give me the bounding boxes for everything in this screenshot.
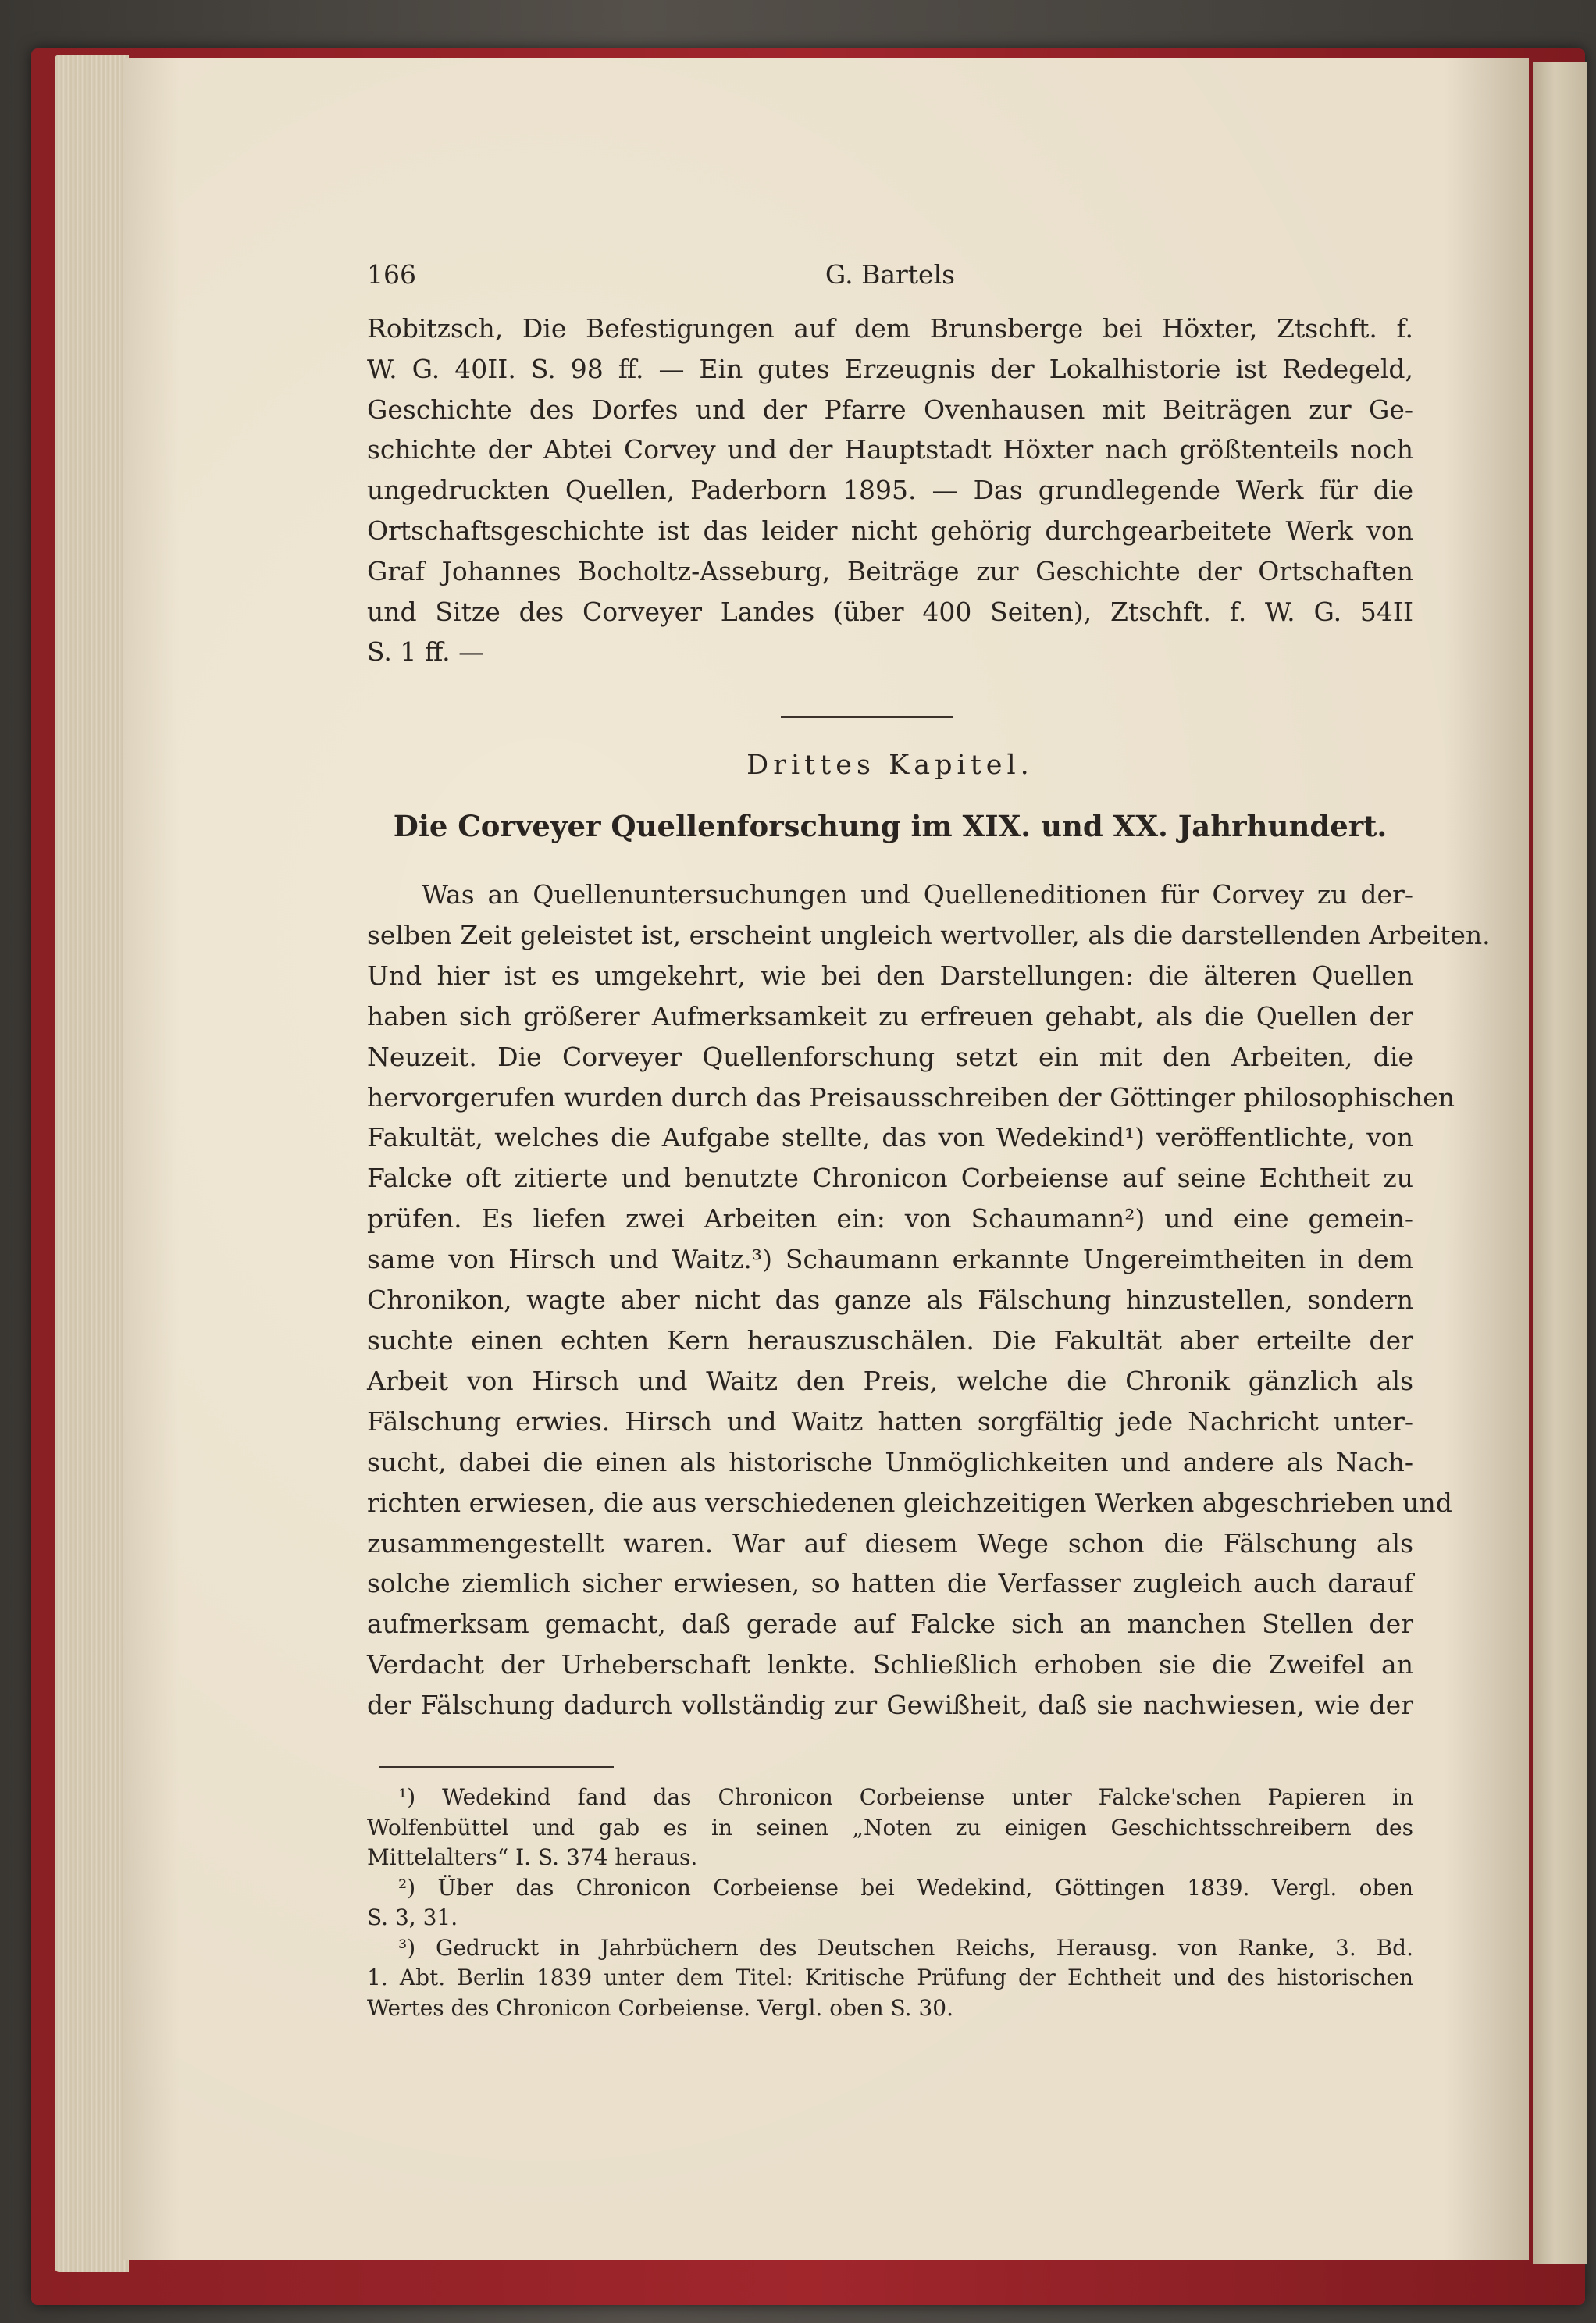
text-line: schichte der Abtei Corvey und der Hauptstadt Höxter nach größtenteils noch xyxy=(367,434,1413,465)
text-line: Und hier ist es umgekehrt, wie bei den Darstellungen: die älteren Quellen xyxy=(367,960,1413,991)
text-line: Falcke oft zitierte und benutzte Chronicon Corbeiense auf seine Echtheit zu xyxy=(367,1163,1413,1194)
text-line: Verdacht der Urheberschaft lenkte. Schließlich erhoben sie die Zweifel an xyxy=(367,1649,1413,1680)
chapter-title: Die Corveyer Quellenforschung im XIX. und XX. Jahrhundert. xyxy=(393,809,1388,843)
text-line: Chronikon, wagte aber nicht das ganze als Fälschung hinzustellen, sondern xyxy=(367,1284,1413,1316)
text-line: W. G. 40II. S. 98 ff. — Ein gutes Erzeugnis der Lokalhistorie ist Redegeld, xyxy=(367,353,1413,384)
text-line: haben sich größerer Aufmerksamkeit zu erfreuen gehabt, als die Quellen der xyxy=(367,1000,1413,1031)
text-line: Fakultät, welches die Aufgabe stellte, das von Wedekind¹) veröffentlichte, von xyxy=(367,1122,1413,1153)
footnote-line: Wolfenbüttel und gab es in seinen „Noten zu einigen Geschichtsschreibern des xyxy=(367,1814,1413,1840)
text-line: Fälschung erwies. Hirsch und Waitz hatten sorgfältig jede Nachricht unter- xyxy=(367,1406,1413,1437)
text-line: sucht, dabei die einen als historische Unmöglichkeiten und andere als Nach- xyxy=(367,1446,1413,1477)
text-line: Arbeit von Hirsch und Waitz den Preis, welche die Chronik gänzlich als xyxy=(367,1365,1413,1396)
running-head: G. Bartels xyxy=(825,259,956,290)
page-edges xyxy=(55,55,129,2272)
chapter-label: Drittes Kapitel. xyxy=(746,750,1034,781)
footnote-rule xyxy=(379,1766,614,1768)
footnote-3 xyxy=(367,1933,1413,2024)
footnote-line: ¹) Wedekind fand das Chronicon Corbeiense unter Falcke'schen Papieren in xyxy=(398,1784,1413,1810)
facing-page-edge xyxy=(1533,62,1587,2264)
text-line: suchte einen echten Kern herauszuschälen. Die Fakultät aber erteilte der xyxy=(367,1324,1413,1356)
text-line: aufmerksam gemacht, daß gerade auf Falcke sich an manchen Stellen der xyxy=(367,1609,1413,1640)
text-line: zusammengestellt waren. War auf diesem Wege schon die Fälschung als xyxy=(367,1527,1413,1559)
text-line: richten erwiesen, die aus verschiedenen gleichzeitigen Werken abgeschrieben und xyxy=(367,1487,1452,1518)
text-line: Neuzeit. Die Corveyer Quellenforschung setzt ein mit den Arbeiten, die xyxy=(367,1041,1413,1072)
footnotes xyxy=(367,1783,1413,2023)
section-divider xyxy=(781,716,953,718)
text-line: hervorgerufen wurden durch das Preisausschreiben der Göttinger philosophischen xyxy=(367,1081,1455,1113)
top-paragraph xyxy=(367,308,1413,672)
footnote-line: 1. Abt. Berlin 1839 unter dem Titel: Kritische Prüfung der Echtheit und des historischen xyxy=(367,1965,1413,1990)
text-line: selben Zeit geleistet ist, erscheint ungleich wertvoller, als die darstellenden Arbeiten. xyxy=(367,919,1491,950)
footnote-line: S. 3, 31. xyxy=(367,1904,458,1930)
footnote-line: Mittelalters“ I. S. 374 heraus. xyxy=(367,1844,698,1870)
page-header xyxy=(367,259,1413,298)
text-line: S. 1 ff. — xyxy=(367,636,485,668)
footnote-line: ²) Über das Chronicon Corbeiense bei Wedekind, Göttingen 1839. Vergl. oben xyxy=(398,1874,1413,1901)
text-line: Geschichte des Dorfes und der Pfarre Ovenhausen mit Beiträgen zur Ge- xyxy=(367,394,1413,425)
footnote-line: Wertes des Chronicon Corbeiense. Vergl. oben S. 30. xyxy=(367,1994,954,2021)
text-line: ungedruckten Quellen, Paderborn 1895. — Das grundlegende Werk für die xyxy=(367,475,1413,506)
text-line: Graf Johannes Bocholtz-Asseburg, Beiträge zur Geschichte der Ortschaften xyxy=(367,555,1413,586)
text-line: Ortschaftsgeschichte ist das leider nicht gehörig durchgearbeitete Werk von xyxy=(367,515,1413,546)
text-line: der Fälschung dadurch vollständig zur Gewißheit, daß sie nachwiesen, wie der xyxy=(367,1690,1413,1721)
text-line: same von Hirsch und Waitz.³) Schaumann erkannte Ungereimtheiten in dem xyxy=(367,1244,1413,1275)
footnote-2 xyxy=(367,1873,1413,1933)
text-line: Robitzsch, Die Befestigungen auf dem Brunsberge bei Höxter, Ztschft. f. xyxy=(367,313,1413,344)
text-line: solche ziemlich sicher erwiesen, so hatten die Verfasser zugleich auch darauf xyxy=(367,1568,1413,1599)
main-paragraph xyxy=(367,875,1491,1726)
text-line: Was an Quellenuntersuchungen und Quelleneditionen für Corvey zu der- xyxy=(422,879,1413,910)
text-line: prüfen. Es liefen zwei Arbeiten ein: von Schaumann²) und eine gemein- xyxy=(367,1203,1413,1235)
page-number: 166 xyxy=(367,259,416,290)
footnote-1 xyxy=(367,1783,1413,1873)
footnote-line: ³) Gedruckt in Jahrbüchern des Deutschen Reichs, Herausg. von Ranke, 3. Bd. xyxy=(398,1934,1413,1961)
text-line: und Sitze des Corveyer Landes (über 400 Seiten), Ztschft. f. W. G. 54II xyxy=(367,596,1413,627)
